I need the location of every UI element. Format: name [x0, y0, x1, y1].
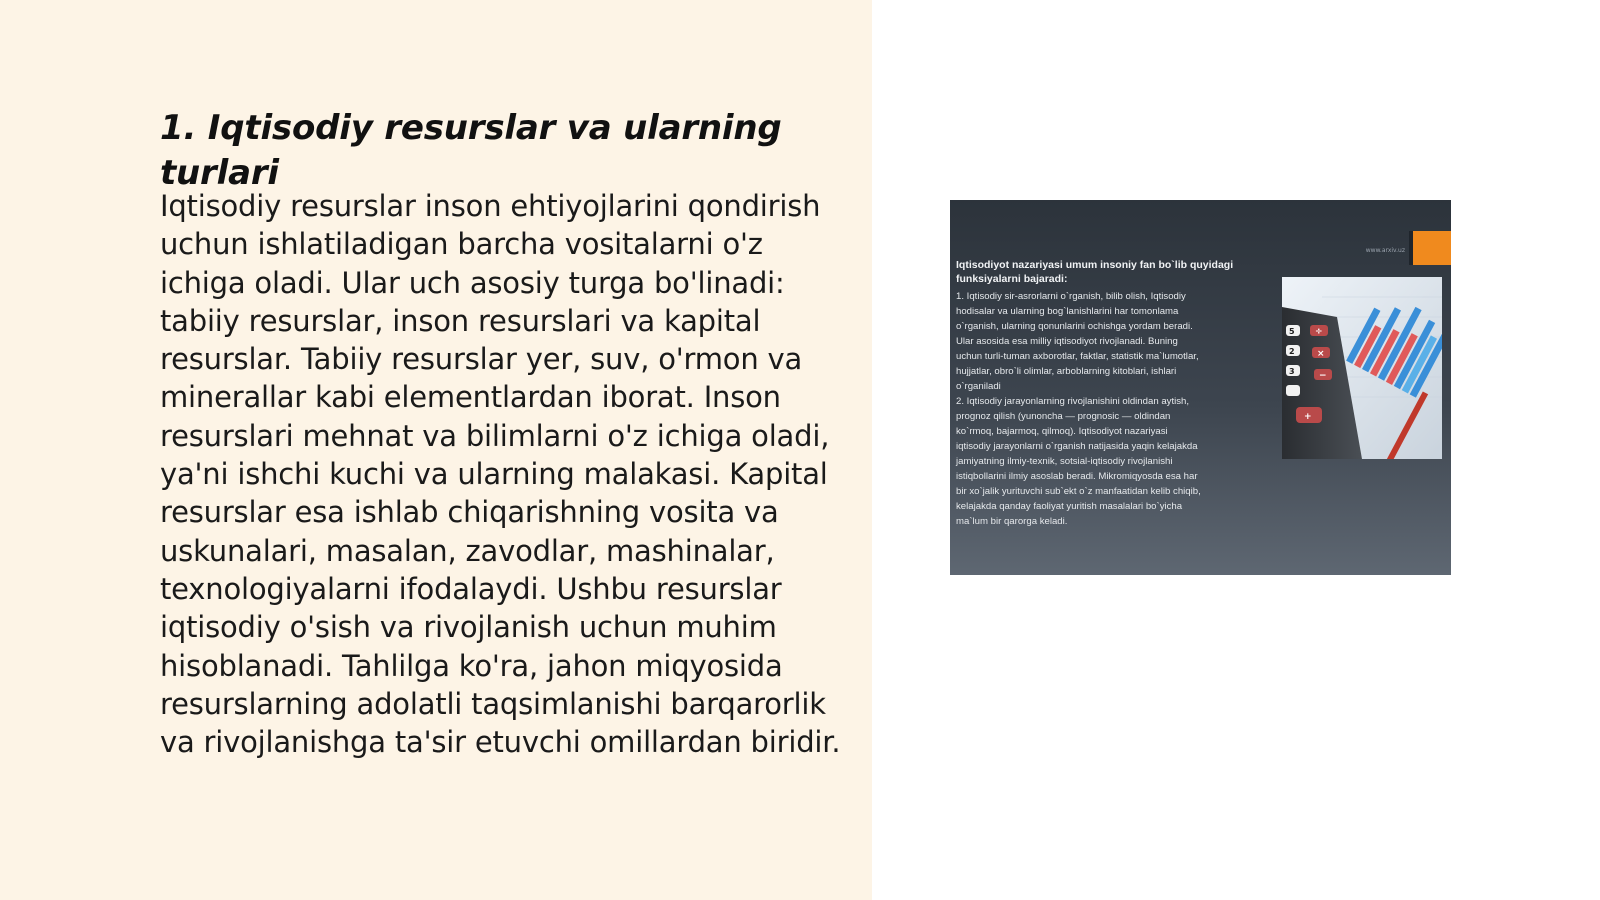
slide-item-1: 1. Iqtisodiy sir-asrorlarni o`rganish, bilib olish, Iqtisodiy hodisalar va ularning bog`lanishlarini har tomonlama o`rganish, ularning qonunlarini ochishga yordam beradi. Ular asosida esa milliy iqtisodiyot rivojlanadi. Buning uchun turli-tuman axborotlar, faktlar, statistik ma`lumotlar, hujjatlar, obro`li olimlar, arboblarning kitoblari, ishlari o`rganiladi — [956, 291, 1199, 392]
slide-accent-bar — [1409, 231, 1451, 265]
slide-logo-text: www.arxiv.uz — [1365, 247, 1405, 254]
slide-image — [950, 200, 1451, 575]
svg-text:×: × — [1317, 349, 1325, 359]
calculator-chart-photo-icon — [1282, 277, 1442, 459]
slide-text-block — [956, 258, 1278, 529]
svg-text:+: + — [1304, 412, 1312, 422]
svg-text:3: 3 — [1289, 367, 1295, 376]
svg-text:5: 5 — [1289, 327, 1295, 336]
slide-heading: Iqtisodiyot nazariyasi umum insoniy fan bo`lib quyidagi funksiyalarni bajaradi: — [956, 259, 1234, 285]
page-title: 1. Iqtisodiy resurslar va ularning turlari — [160, 108, 782, 193]
svg-text:2: 2 — [1289, 347, 1295, 356]
svg-text:÷: ÷ — [1315, 327, 1323, 337]
body-paragraph: Iqtisodiy resurslar inson ehtiyojlarini qondirish uchun ishlatiladigan barcha vositalarni o'z ichiga oladi. Ular uch asosiy turga bo'linadi: tabiiy resurslar, inson resurslari va kapital resurslar. Tabiiy resurslar yer, suv, o'rmon va minerallar kabi elementlardan iborat. Inson resurslari mehnat va bilimlarni o'z ichiga oladi, ya'ni ishchi kuchi va ularning malakasi. Kapital resurslar esa ishlab chiqarishning vosita va uskunalari, masalan, zavodlar, mashinalar, texnologiyalarni ifodalaydi. Ushbu resurslar iqtisodiy o'sish va rivojlanish uchun muhim hisoblanadi. Tahlilga ko'ra, jahon miqyosida resurslarning adolatli taqsimlanishi barqarorlik va rivojlanishga ta'sir etuvchi omillardan biridir. — [160, 189, 841, 760]
svg-text:−: − — [1319, 371, 1327, 381]
slide-item-2: 2. Iqtisodiy jarayonlarning rivojlanishini oldindan aytish, prognoz qilish (yunoncha — prognosic — oldindan ko`rmoq, bajarmoq, qilmoq). Iqtisodiyot nazariyasi iqtisodiy jarayonlarni o`rganish natijasida yaqin kelajakda jamiyatning ilmiy-texnik, sotsial-iqtisodiy rivojlanishi istiqbollarini ilmiy asoslab beradi. Mikromiqyosda esa har bir xo`jalik yurituvchi sub`ekt o`z manfaatidan kelib chiqib, kelajakda qanday faoliyat yuritish masalalari bo`yicha ma`lum bir qarorga keladi. — [956, 396, 1201, 527]
